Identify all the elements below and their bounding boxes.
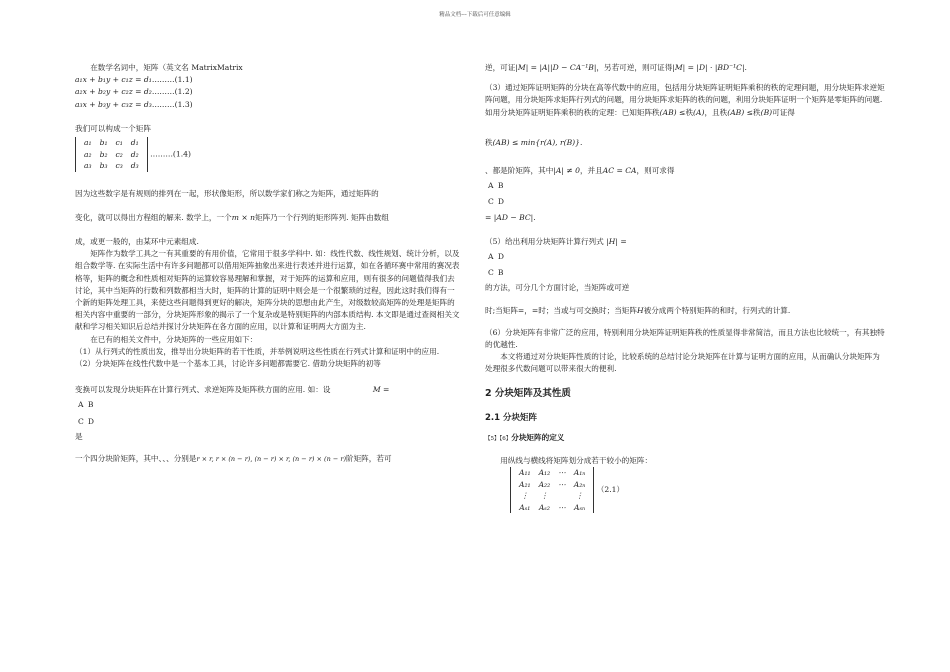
coefficient-matrix-cell: a₁ — [84, 138, 92, 148]
application-item-1: （1）从行列式的性质出发，推导出分块矩阵的若干性质，并举例说明这些性质在行列式计算和证明中的应用. — [75, 346, 440, 356]
partitioned-matrix-cell: A₁₁ — [519, 468, 531, 478]
coefficient-matrix-cell: c₁ — [115, 138, 123, 148]
block-matrix-ABCD-cell: B — [497, 181, 504, 191]
subsection-heading-2-1: 2.1 分块矩阵 — [485, 412, 538, 423]
application-item-2-end: 一个四分块阶矩阵，其中、、、分别是r × r, r × (n − r), (n − r) × r, (n − r) × (n − r)阶矩阵，若可 — [75, 453, 392, 463]
matrix-intro: 我们可以构成一个矩阵 — [75, 123, 151, 133]
application-item-2-cont: 变换可以发现分块矩阵在计算行列式、求逆矩阵及矩阵秩方面的应用. 如：设 M = — [75, 385, 390, 395]
partitioned-matrix-cell: A₁ₙ — [573, 468, 586, 478]
coefficient-matrix-cell: a₃ — [84, 161, 92, 171]
coefficient-matrix-cell: c₂ — [115, 149, 123, 159]
partitioned-matrix-cell: Aₛ₂ — [538, 502, 550, 512]
rank-theorem-line: 如用分块矩阵证明矩阵乘积的秩的定理：已知矩阵秩(AB) ≤秩(A)，且秩(AB) ≤秩(B)可证得 — [485, 107, 795, 117]
matrix-explanation-line-1: 因为这些数字是有规则的排列在一起，形状像矩形，所以数学家们称之为矩阵，通过矩阵的 — [75, 188, 379, 198]
left-column: 在数学名词中，矩阵（英文名 MatrixMatrix a₁x + b₁y + c₁z = d₁………(1.1) a₂x + b₂y + c₂z = d₂………(1.2) a₃x + b₃y + c₃z = d₃………(1.3) 我们可以构成一个矩阵 a₁ b₁ c₁ d₁ a₂ b₂ c₂ d₂ a₃ b₃ c₃ d₃ ………(1.4) 因为这些数字是有规则的排列在一起，形状像矩形，所以数学家们称之为矩阵，通过矩阵的 变化，就可以得出方程组的解来. 数学上，一个m × n矩阵乃一个行列的矩形阵列. 矩阵由数组 成，或更一般的，由某环中元素组成. 矩阵作为数学工具之一有其重要的有用价值，它常用于很多学科中. 如：线性代数、线性规划、统计分析，以及组合数学等. 在实际生活中有许多问题都可以借用矩阵抽象出来进行表述并进行运算，如在各循环赛中常用的赛况表格等，矩阵的概念和性质相对矩阵的运算较容易理解和掌握，对于矩阵的运算和应用，则有很多的问题值得我们去讨论，其中当矩阵的行数和列数都相当大时，矩阵的计算的证明中则会是一个很繁琐的过程，因此这时我们得有一个新的矩阵处理工具，来使这些问题得到更好的解决，矩阵分块的思想由此产生，对级数较高矩阵的处理是矩阵的相关内容中重要的一部分，分块矩阵形象的揭示了一个复杂或是特别矩阵的内部本质结构. 本文即是通过查阅相关文献和学习相关知识后总结并探讨分块矩阵在各方面的应用，以计算和证明两大方面为主. 在已有的相关文件中，分块矩阵的一些应用如下： （1）从行列式的性质出发，推导出分块矩阵的若干性质，并举例说明这些性质在行列式计算和证明中的应用. （2）分块矩阵在线性代数中是一个基本工具，讨论许多问题都需要它. 借助分块矩阵的初等 变换可以发现分块矩阵在计算行列式、求逆矩阵及矩阵秩方面的应用. 如：设 M = A B C D 是 一个四分块阶矩阵，其中、、、分别是r × r, r × (n − r), (n − r) × r, (n − r) × (n − r)阶矩阵，若可 — [75, 62, 460, 465]
block-matrix-M-cell: D — [87, 416, 94, 426]
block-matrix-ABCD-cell: A — [488, 181, 494, 191]
coefficient-matrix-cell: a₂ — [84, 149, 92, 159]
block-matrix-ABCD-cell: D — [497, 197, 504, 207]
applications-intro: 在已有的相关文件中，分块矩阵的一些应用如下： — [90, 334, 258, 344]
background-paragraph: 矩阵作为数学工具之一有其重要的有用价值，它常用于很多学科中. 如：线性代数、线性规划、统计分析，以及组合数学等. 在实际生活中有许多问题都可以借用矩阵抽象出来进行表述并进行运算，如在各循环赛中常用的赛况表格等，矩阵的概念和性质相对矩阵的运算较容易理解和掌握，对于矩阵的运算和应用，则有很多的问题值得我们去讨论，其中当矩阵的行数和列数都相当大时，矩阵的计算的证明中则会是一个很繁琐的过程，因此这时我们得有一个新的矩阵处理工具，来使这些问题得到更好的解决，矩阵分块的思想由此产生，对级数较高矩阵的处理是矩阵的相关内容中重要的一部分，分块矩阵形象的揭示了一个复杂或是特别矩阵的内部本质结构. 本文即是通过查阅相关文献和学习相关知识后总结并探讨分块矩阵在各方面的应用，以计算和证明两大方面为主. — [75, 249, 460, 332]
partitioned-matrix-cell: ⋯ — [558, 468, 566, 478]
coefficient-matrix-cell: d₂ — [130, 149, 139, 159]
block-matrix-M-cell: C — [78, 416, 84, 426]
matrix-1-4-number: ………(1.4) — [150, 149, 191, 159]
partitioned-matrix — [510, 467, 594, 513]
matrix-1-4 — [75, 137, 460, 172]
definition-text: 用纵线与横线将矩阵划分成若干较小的矩阵： — [500, 456, 653, 466]
block-matrix-H-cell: D — [497, 252, 504, 262]
application-item-6: （6）分块矩阵有非常广泛的应用，特别利用分块矩阵证明矩阵秩的性质显得非常简洁，而且方法也比较统一，有其独特的优越性. — [485, 327, 885, 350]
summary-paragraph: 本文将通过对分块矩阵性质的讨论，比较系统的总结讨论分块矩阵在计算与证明方面的应用，从而确认分块矩阵为处理很多代数问题可以带来很大的便利. — [485, 352, 880, 374]
partitioned-matrix-cell: ⋯ — [558, 479, 566, 489]
equation-1-3: a₃x + b₃y + c₃z = d₃………(1.3) — [75, 99, 193, 109]
coefficient-matrix-cell: b₂ — [99, 149, 108, 159]
partitioned-matrix-cell: ⋮ — [520, 491, 529, 501]
right-column: 逆，可证|M| = |A||D − CA⁻¹B|，另若可逆，则可证得|M| = |D| · |BD⁻¹C|. （3）通过矩阵证明矩阵的分块在高等代数中的应用，包括用分块矩阵证明矩阵乘积的秩的定理问题，用分块矩阵求逆矩阵问题，用分块矩阵求矩阵行列式的问题，用分块矩阵求矩阵的秩的问题，利用分块矩阵证明一个矩阵是零矩阵的问题. 如用分块矩阵证明矩阵乘积的秩的定理：已知矩阵秩(AB) ≤秩(A)，且秩(AB) ≤秩(B)可证得 秩(AB) ≤ min{r(A), r(B)}. 、都是阶矩阵，其中|A| ≠ 0，并且AC = CA，则可求得 A B C D = |AD − BC|. （5）给出利用分块矩阵计算行列式 |H| = A D C B 的方法，可分几个方面讨论，当矩阵或可逆 时;当矩阵=，=时；当或与可交换时；当矩阵H被分成两个特别矩阵的和时，行列式的计算. （6）分块矩阵有非常广泛的应用，特别利用分块矩阵证明矩阵秩的性质显得非常简洁，而且方法也比较统一，有其独特的优越性. 本文将通过对分块矩阵性质的讨论，比较系统的总结讨论分块矩阵在计算与证明方面的应用，从而确认分块矩阵为处理很多代数问题可以带来很大的便利. 2 分块矩阵及其性质 2.1 分块矩阵 【5】【6】分块矩阵的定义 用纵线与横线将矩阵划分成若干较小的矩阵： A₁₁ A₁₂ ⋯ A₁ₙ A₂₁ A₂₂ ⋯ A₂ₙ ⋮ ⋮ ⋮ Aₛ₁ Aₛ₂ ⋯ Aₛₙ （2.1） — [485, 63, 885, 512]
partitioned-matrix-cell: A₁₂ — [538, 468, 551, 478]
partitioned-matrix-cell — [554, 490, 570, 502]
application-item-4: 、都是阶矩阵，其中|A| ≠ 0，并且AC = CA，则可求得 — [485, 166, 675, 176]
coefficient-matrix-cell: d₁ — [130, 138, 139, 148]
application-item-2: （2）分块矩阵在线性代数中是一个基本工具，讨论许多问题都需要它. 借助分块矩阵的初等 — [75, 358, 381, 368]
page-header: 精品文档---下载后可任意编辑 — [439, 12, 511, 18]
partitioned-matrix-cell: A₂₁ — [519, 479, 531, 489]
rank-inequality-line: 秩(AB) ≤ min{r(A), r(B)}. — [485, 137, 583, 147]
block-matrix-ABCD-cell: C — [488, 197, 494, 207]
partitioned-matrix-cell: Aₛ₁ — [519, 502, 531, 512]
equation-2-1-number: （2.1） — [596, 485, 625, 495]
partitioned-matrix-cell: Aₛₙ — [573, 502, 586, 512]
equation-1-2: a₂x + b₂y + c₂z = d₂………(1.2) — [75, 87, 193, 97]
coefficient-matrix-cell: b₃ — [99, 161, 108, 171]
block-matrix-M-cell: A — [78, 400, 84, 410]
block-matrix-H-cell: A — [488, 252, 494, 262]
partitioned-matrix-cell: ⋮ — [540, 491, 549, 501]
matrix-explanation-line-2: 变化，就可以得出方程组的解来. 数学上，一个m × n矩阵乃一个行列的矩形阵列. 矩阵由数组 — [75, 212, 389, 222]
definition-heading: 【5】【6】分块矩阵的定义 — [485, 433, 565, 443]
application-item-5: （5）给出利用分块矩阵计算行列式 |H| = — [485, 236, 627, 246]
intro-paragraph: 在数学名词中，矩阵（英文名 MatrixMatrix — [90, 63, 243, 72]
coefficient-matrix-cell: c₃ — [115, 161, 123, 171]
coefficient-matrix — [75, 137, 148, 172]
inverse-proof-line: 逆，可证|M| = |A||D − CA⁻¹B|，另若可逆，则可证得|M| = |D| · |BD⁻¹C|. — [485, 63, 747, 72]
partitioned-matrix-cell: A₂ₙ — [573, 479, 586, 489]
equation-1-1: a₁x + b₁y + c₁z = d₁………(1.1) — [75, 75, 193, 85]
section-heading-2: 2 分块矩阵及其性质 — [485, 387, 571, 399]
partitioned-matrix-cell: ⋮ — [575, 491, 584, 501]
coefficient-matrix-cell: d₃ — [130, 161, 139, 171]
block-matrix-H-cell: B — [497, 268, 504, 278]
block-matrix-2-1 — [510, 467, 885, 513]
block-matrix-H-cell: C — [488, 268, 494, 278]
partitioned-matrix-cell: A₂₂ — [538, 479, 551, 489]
matrix-explanation-line-3: 成，或更一般的，由某环中元素组成. — [75, 236, 199, 246]
application-item-3: （3）通过矩阵证明矩阵的分块在高等代数中的应用，包括用分块矩阵证明矩阵乘积的秩的定理问题，用分块矩阵求逆矩阵问题，用分块矩阵求矩阵行列式的问题，用分块矩阵求矩阵的秩的问题，利用分块矩阵证明一个矩阵是零矩阵的问题. — [485, 83, 885, 105]
coefficient-matrix-cell: b₁ — [99, 138, 108, 148]
partitioned-matrix-cell: ⋯ — [558, 502, 566, 512]
application-item-5-cont: 时;当矩阵=，=时；当或与可交换时；当矩阵H被分成两个特别矩阵的和时，行列式的计算. — [485, 305, 791, 315]
block-matrix-M-cell: B — [87, 400, 94, 410]
